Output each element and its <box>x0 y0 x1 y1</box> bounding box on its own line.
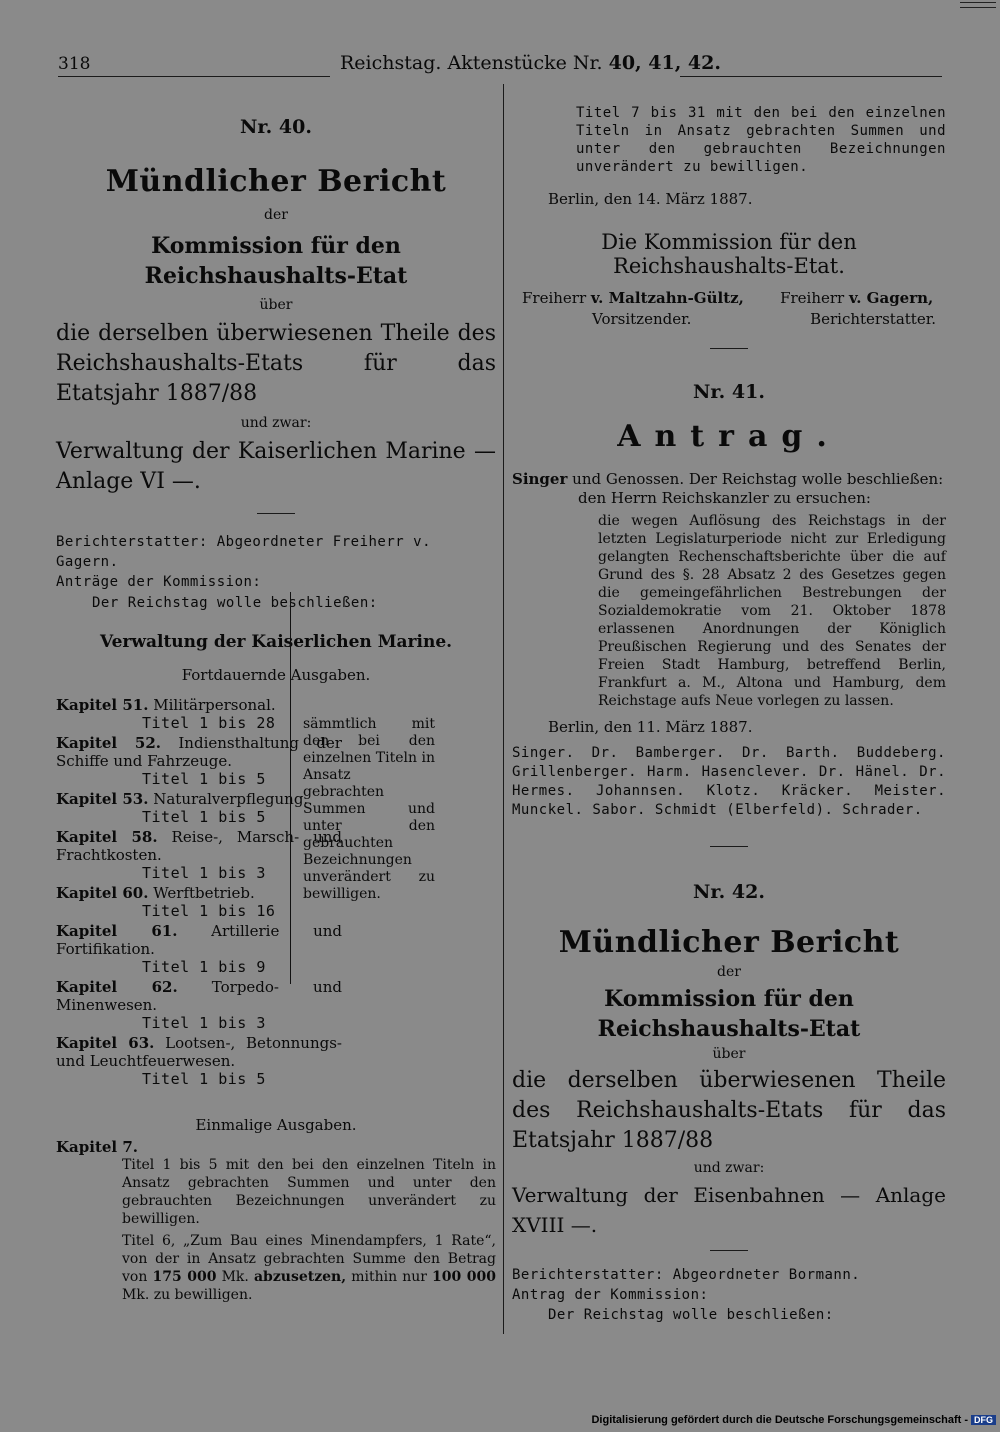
footer-text: Digitalisierung gefördert durch die Deutsche Forschungsgemeinschaft - <box>591 1414 968 1426</box>
kapitel-62: Kapitel 62. Torpedo- und Minenwesen. <box>56 978 342 1014</box>
footer-credit <box>591 1414 996 1426</box>
kapitel-7-label: Kapitel 7. <box>56 1138 138 1156</box>
date-11-maerz: Berlin, den 11. März 1887. <box>548 718 753 736</box>
running-doc: Aktenstücke Nr. <box>447 52 603 74</box>
doc40-fortdauernde: Fortdauernde Ausgaben. <box>181 666 371 684</box>
kapitel-53: Kapitel 53. Naturalverpflegung. <box>56 790 309 808</box>
signatures <box>512 288 946 330</box>
kapitel-62-titel: Titel 1 bis 3 <box>142 1014 266 1032</box>
running-header <box>340 52 721 74</box>
doc40-subject: die derselben überwiesenen Theile des Reichshaushalts-Etats für das Etatsjahr 1887/88 <box>56 321 496 406</box>
kapitel-7-titel-1: Titel 1 bis 5 mit den bei den einzelnen Titeln in Ansatz gebrachten Summen und unter den gebrauchten Bezeichnungen unverändert zu bewilligen. <box>122 1157 496 1227</box>
doc40-antraege: Anträge der Kommission: <box>56 574 262 590</box>
kapitel-51-titel: Titel 1 bis 28 <box>142 714 276 732</box>
doc42-der: der <box>717 964 741 980</box>
kapitel-52-titel: Titel 1 bis 5 <box>142 770 266 788</box>
amount-100000: 100 000 <box>432 1269 497 1285</box>
kapitel-61-titel: Titel 1 bis 9 <box>142 958 266 976</box>
doc42-und-zwar: und zwar: <box>693 1160 765 1176</box>
kapitel-58: Kapitel 58. Reise-, Marsch- und Frachtkosten. <box>56 828 342 864</box>
doc42-rule <box>710 1250 748 1251</box>
header-rule-right <box>680 76 942 77</box>
kapitel-53-titel: Titel 1 bis 5 <box>142 808 266 826</box>
kapitel-60-titel: Titel 1 bis 16 <box>142 902 276 920</box>
doc42-subject: die derselben überwiesenen Theile des Reichshaushalts-Etats für das Etatsjahr 1887/88 <box>512 1068 946 1153</box>
titel-7-31-text: Titel 7 bis 31 mit den bei den einzelnen Titeln in Ansatz gebrachten Summen und unter den gebrauchten Bezeichnungen unverändert zu bewilligen. <box>576 105 946 175</box>
signature-gagern: Freiherr v. Gagern, Berichterstatter. <box>780 289 936 328</box>
doc40-reporter: Berichterstatter: Abgeordneter Freiherr v. Gagern. <box>56 534 432 570</box>
doc42-title: Mündlicher Bericht <box>558 925 900 960</box>
doc40-rule <box>257 513 295 514</box>
kapitel-7-titel-6: Titel 6, „Zum Bau eines Minendampfers, 1 Rate“, von der in Ansatz gebrachten Summe den Betrag von 175 000 Mk. abzusetzen, mithin nur 100 000 Mk. zu bewilligen. <box>122 1233 497 1303</box>
doc41-number: Nr. 41. <box>693 381 765 403</box>
doc40-commission: Kommission für den Reichshaushalts-Etat <box>144 233 408 289</box>
abzusetzen: abzusetzen, <box>253 1269 347 1285</box>
doc42-number: Nr. 42. <box>693 881 765 903</box>
kapitel-51: Kapitel 51. Militärpersonal. <box>56 696 276 714</box>
doc42-reporter: Berichterstatter: Abgeordneter Bormann. <box>512 1267 861 1283</box>
doc40-title: Mündlicher Bericht <box>105 164 447 199</box>
running-nums: 40, 41, 42. <box>608 52 721 74</box>
running-title: Reichstag. <box>340 52 442 74</box>
kapitel-63-titel: Titel 1 bis 5 <box>142 1070 266 1088</box>
kapitel-58-titel: Titel 1 bis 3 <box>142 864 266 882</box>
right-column <box>512 104 946 1325</box>
commission-signature: Die Kommission für den Reichshaushalts-Etat. <box>601 230 857 278</box>
doc42-commission: Kommission für den Reichshaushalts-Etat <box>597 986 861 1042</box>
kapitel-61: Kapitel 61. Artillerie und Fortifikation. <box>56 922 342 958</box>
corner-mark <box>960 2 996 8</box>
doc40-section-title: Verwaltung der Kaiserlichen Marine. <box>99 632 453 652</box>
doc-40 <box>56 104 496 1304</box>
doc42-beschliessen: Der Reichstag wolle beschließen: <box>548 1307 834 1323</box>
doc40-topic: Verwaltung der Kaiserlichen Marine — Anlage VI —. <box>56 439 496 494</box>
brace-text: sämmtlich mit den bei den einzelnen Titeln in Ansatz gebrachten Summen und unter den gebrauchten Bezeichnungen unverändert zu bewilligen. <box>303 716 435 902</box>
doc40-number: Nr. 40. <box>240 116 312 138</box>
doc41-body: die wegen Auflösung des Reichstags in der letzten Legislaturperiode nicht zur Erledigung gelangten Rechenschaftsberichte über die auf Grund des §. 28 Absatz 2 des Gesetzes gegen die gemeingefährlichen Bestrebungen der Sozialdemokratie vom 21. Oktober 1878 erlassenen Anordnungen der Königlich Preußischen Regierung und des Senates der Freien Stadt Hamburg, betreffend Berlin, Frankfurt a. M., Altona und Hamburg, dem Reichstage aufs Neue vorlegen zu lassen. <box>598 513 946 709</box>
doc41-title: Antrag. <box>617 419 841 454</box>
column-divider <box>503 84 504 1334</box>
kapitel-63: Kapitel 63. Lootsen-, Betonnungs- und Leuchtfeuerwesen. <box>56 1034 342 1070</box>
doc40-einmalige: Einmalige Ausgaben. <box>195 1116 357 1134</box>
kapitel-52: Kapitel 52. Indiensthaltung der Schiffe und Fahrzeuge. <box>56 734 342 770</box>
doc42-top-rule <box>710 846 748 847</box>
dfg-logo: DFG <box>971 1415 996 1425</box>
doc40-ueber: über <box>259 297 293 313</box>
doc41-intro: Singer und Genossen. Der Reichstag wolle beschließen: <box>512 470 944 488</box>
kapitel-list <box>56 696 342 1088</box>
doc42-antrag: Antrag der Kommission: <box>512 1287 709 1303</box>
doc41-request: den Herrn Reichskanzler zu ersuchen: <box>578 489 871 507</box>
date-14-maerz: Berlin, den 14. März 1887. <box>548 190 753 208</box>
header-rule-left <box>58 76 330 77</box>
doc41-top-rule <box>710 348 748 349</box>
doc42-topic: Verwaltung der Eisenbahnen — Anlage XVIII —. <box>512 1183 946 1237</box>
doc40-und-zwar: und zwar: <box>240 415 312 431</box>
signature-maltzahn: Freiherr v. Maltzahn-Gültz, Vorsitzender. <box>522 289 744 328</box>
kapitel-60: Kapitel 60. Werftbetrieb. <box>56 884 255 902</box>
doc41-signers: Singer. Dr. Bamberger. Dr. Barth. Buddeberg. Grillenberger. Harm. Hasenclever. Dr. Hänel. Dr. Hermes. Johannsen. Klotz. Kräcker. Meister. Munckel. Sabor. Schmidt (Elberfeld). Schrader. <box>512 745 946 818</box>
doc40-beschliessen: Der Reichstag wolle beschließen: <box>92 595 378 611</box>
page-number: 318 <box>58 54 91 74</box>
kapitel-bracket <box>290 592 299 984</box>
doc40-der: der <box>264 207 288 223</box>
amount-175000: 175 000 <box>152 1269 217 1285</box>
doc42-ueber: über <box>712 1046 746 1062</box>
